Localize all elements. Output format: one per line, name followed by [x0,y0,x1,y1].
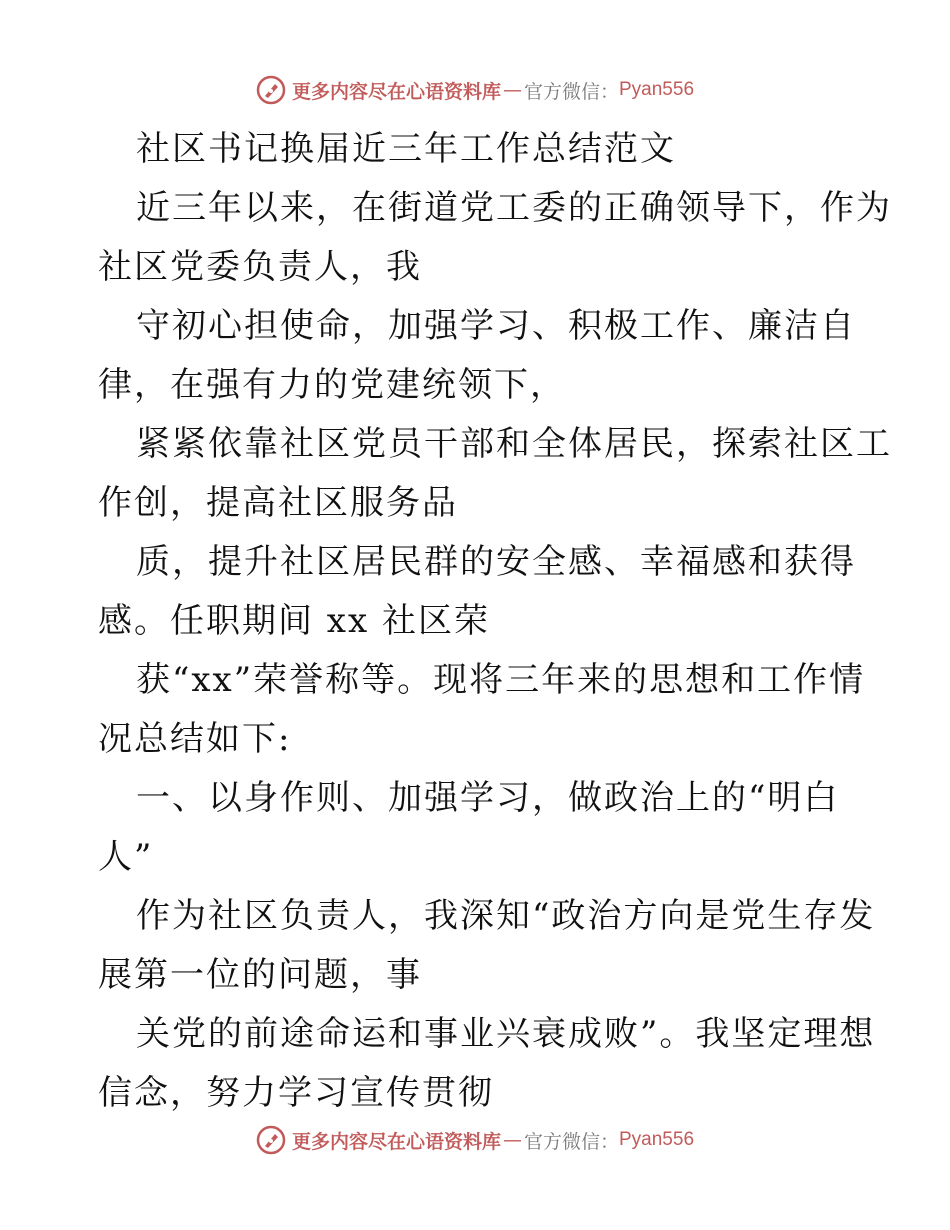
text-line: 质，提升社区居民群的安全感、幸福感和获得 [136,542,856,582]
pen-nib-logo-icon [256,75,286,105]
text-line: 近三年以来，在街道党工委的正确领导下，作为 [136,188,892,228]
watermark-main-text: 更多内容尽在心语资料库 [291,80,501,103]
text-line: 获“xx”荣誉称等。现将三年来的思想和工作情 [136,660,866,700]
text-line: 守初心担使命，加强学习、积极工作、廉洁自 [136,306,856,346]
document-body [98,120,892,1123]
watermark-separator: — [502,1129,522,1151]
text-line: 关党的前途命运和事业兴衰成败”。我坚定理想 [136,1014,876,1054]
text-line: 信念，努力学习宣传贯彻 [98,1073,494,1113]
text-line: 社区党委负责人，我 [98,247,422,287]
text-line: 律，在强有力的党建统领下， [98,365,566,405]
header-watermark [0,70,950,110]
text-line: 作为社区负责人，我深知“政治方向是党生存发 [136,896,876,936]
footer-watermark [0,1120,950,1160]
pen-nib-logo-icon [256,1125,286,1155]
watermark-wechat-id: Pyan556 [619,1129,695,1150]
watermark-official-label: 官方微信： [523,80,619,103]
watermark-official-label: 官方微信： [523,1130,619,1153]
watermark-main-text: 更多内容尽在心语资料库 [291,1130,501,1153]
watermark-separator: — [502,79,522,101]
text-line: 况总结如下: [98,719,292,759]
text-line: 展第一位的问题，事 [98,955,422,995]
text-line: 作创，提高社区服务品 [98,483,458,523]
text-line: 感。任职期间 xx 社区荣 [98,601,490,641]
document-title: 社区书记换届近三年工作总结范文 [136,129,676,169]
section-heading: 一、以身作则、加强学习，做政治上的“明白 [136,778,840,818]
text-line: 紧紧依靠社区党员干部和全体居民，探索社区工 [136,424,892,464]
section-heading-continued: 人” [98,837,154,877]
watermark-wechat-id: Pyan556 [619,79,695,100]
